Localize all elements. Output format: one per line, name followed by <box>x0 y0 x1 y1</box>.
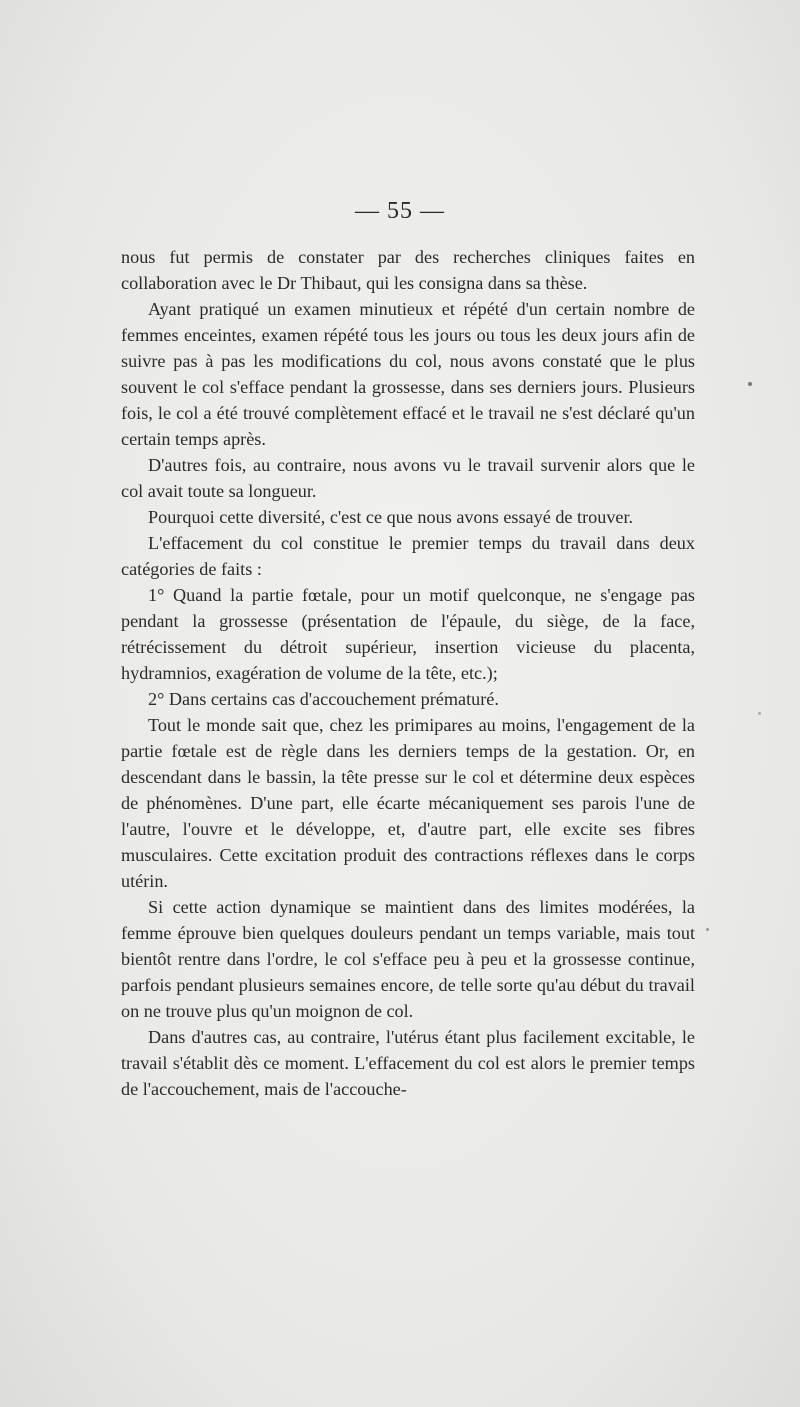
paragraph: Si cette action dynamique se maintient dans des limites modérées, la femme éprouve bien quelques douleurs pendant un temps variable, mais tout bientôt rentre dans l'ordre, le col s'efface peu à peu et la grossesse continue, parfois pendant plusieurs semaines encore, de telle sorte qu'au début du travail on ne trouve plus qu'un moignon de col. <box>121 897 695 1021</box>
paragraph: L'effacement du col constitue le premier temps du travail dans deux catégories de faits : <box>121 533 695 579</box>
paragraph: Tout le monde sait que, chez les primipares au moins, l'engagement de la partie fœtale est de règle dans les derniers temps de la gestation. Or, en descendant dans le bassin, la tête presse sur le col et détermine deux espèces de phénomènes. D'une part, elle écarte mécaniquement ses parois l'une de l'autre, l'ouvre et le développe, et, d'autre part, elle excite ses fibres musculaires. Cette excitation produit des contractions réflexes dans le corps utérin. <box>121 715 695 891</box>
speck <box>758 712 761 715</box>
page-number: — 55 — <box>355 198 445 224</box>
speck <box>706 928 709 931</box>
paragraph: Dans d'autres cas, au contraire, l'utérus étant plus facilement excitable, le travail s'établit dès ce moment. L'effacement du col est alors le premier temps de l'accouchement, mais de l'accouche- <box>121 1027 695 1099</box>
paragraph: nous fut permis de constater par des recherches cliniques faites en collaboration avec le Dr Thibaut, qui les consigna dans sa thèse. <box>121 247 695 293</box>
text-body <box>121 244 695 1102</box>
paragraph: Pourquoi cette diversité, c'est ce que nous avons essayé de trouver. <box>148 507 634 527</box>
paragraph: D'autres fois, au contraire, nous avons vu le travail survenir alors que le col avait toute sa longueur. <box>121 455 695 501</box>
speck <box>748 382 752 386</box>
paragraph: Ayant pratiqué un examen minutieux et répété d'un certain nombre de femmes enceintes, examen répété tous les jours ou tous les deux jours afin de suivre pas à pas les modifications du col, nous avons constaté que le plus souvent le col s'efface pendant la grossesse, dans ses derniers jours. Plusieurs fois, le col a été trouvé complètement effacé et le travail ne s'est déclaré qu'un certain temps après. <box>121 299 695 449</box>
paragraph: 1° Quand la partie fœtale, pour un motif quelconque, ne s'engage pas pendant la grossesse (présentation de l'épaule, du siège, de la face, rétrécissement du détroit supérieur, insertion vicieuse du placenta, hydramnios, exagération de volume de la tête, etc.); <box>121 585 695 683</box>
paragraph: 2° Dans certains cas d'accouchement prématuré. <box>148 689 499 709</box>
